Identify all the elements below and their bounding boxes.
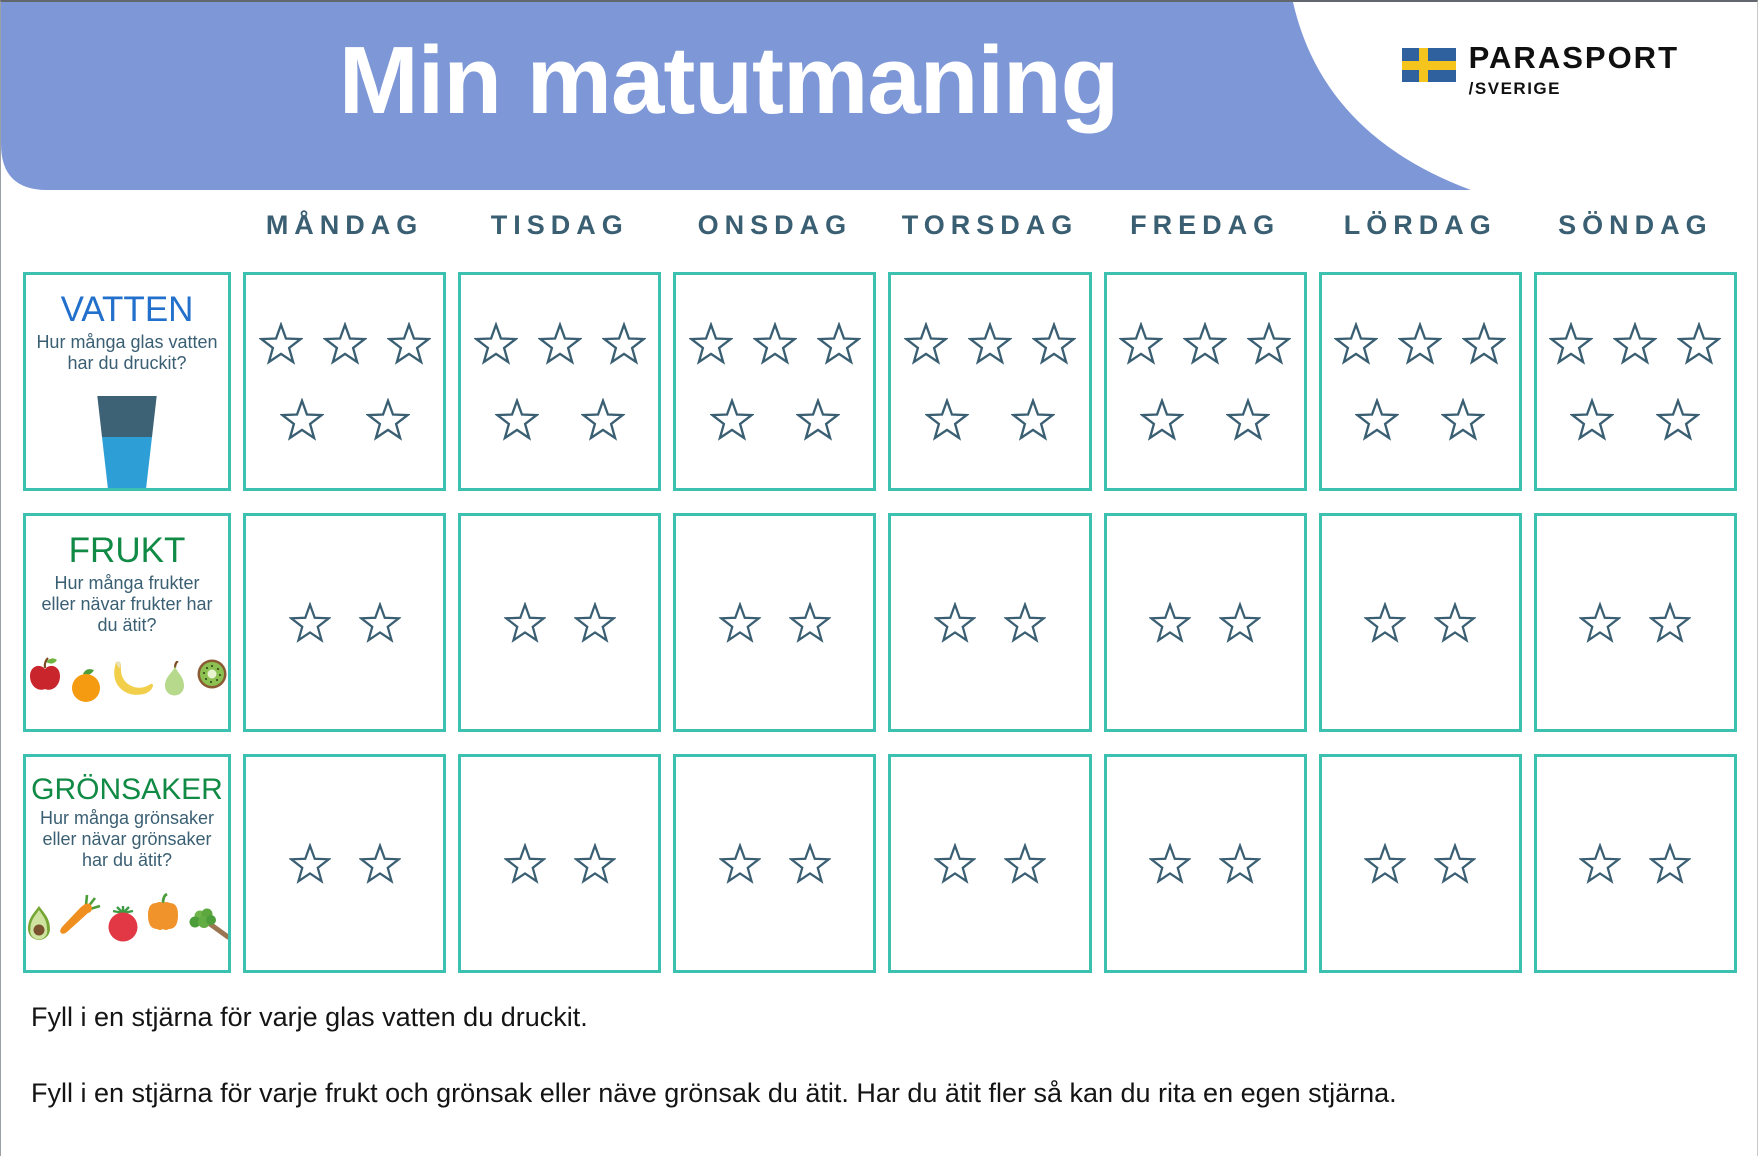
star-icon[interactable]	[1441, 398, 1485, 442]
day-header-mandag: MÅNDAG	[265, 209, 424, 240]
row-title-vatten: VATTEN	[60, 290, 194, 329]
star-icon[interactable]	[1183, 322, 1227, 366]
star-icon[interactable]	[817, 322, 861, 366]
star-icon[interactable]	[1355, 398, 1399, 442]
star-icon[interactable]	[323, 322, 367, 366]
star-icon[interactable]	[387, 322, 431, 366]
star-icon[interactable]	[1613, 322, 1657, 366]
star-cell[interactable]	[458, 513, 661, 732]
star-icon[interactable]	[1649, 602, 1691, 644]
star-icon[interactable]	[1226, 398, 1270, 442]
star-icon[interactable]	[796, 398, 840, 442]
star-row	[710, 398, 840, 442]
star-icon[interactable]	[719, 843, 761, 885]
star-icon[interactable]	[904, 322, 948, 366]
star-icon[interactable]	[1656, 398, 1700, 442]
star-row	[934, 602, 1046, 644]
star-row	[504, 602, 616, 644]
star-icon[interactable]	[538, 322, 582, 366]
star-icon[interactable]	[1247, 322, 1291, 366]
fruit-icons	[25, 655, 229, 703]
star-icon[interactable]	[574, 602, 616, 644]
leafy-greens-icon	[184, 904, 230, 940]
star-icon[interactable]	[719, 602, 761, 644]
glass-of-water-icon	[94, 396, 160, 488]
star-icon[interactable]	[968, 322, 1012, 366]
corner-spacer	[23, 200, 231, 250]
star-cell[interactable]	[1319, 754, 1522, 973]
carrot-icon	[57, 894, 101, 938]
row-label-vatten	[23, 272, 231, 491]
banana-icon	[107, 657, 155, 699]
star-icon[interactable]	[1462, 322, 1506, 366]
star-row	[1579, 602, 1691, 644]
day-header-fredag: FREDAG	[1130, 209, 1281, 240]
footer-instruction-fruit-veg: Fyll i en stjärna för varje frukt och grönsak eller näve grönsak du ätit. Har du ätit fler så kan du rita en egen stjärna.	[31, 1078, 1397, 1108]
star-icon[interactable]	[574, 843, 616, 885]
star-row	[289, 843, 401, 885]
star-row	[1119, 322, 1291, 366]
day-header-lordag: LÖRDAG	[1343, 209, 1497, 240]
star-cell[interactable]	[1319, 272, 1522, 491]
row-question-gronsaker: Hur många grönsaker eller nävar grönsaker har du ätit?	[39, 808, 215, 871]
star-icon[interactable]	[1140, 398, 1184, 442]
row-question-frukt: Hur många frukter eller nävar frukter har du ätit?	[41, 572, 213, 635]
star-icon[interactable]	[495, 398, 539, 442]
star-cell[interactable]	[888, 754, 1091, 973]
star-row	[1579, 843, 1691, 885]
star-icon[interactable]	[934, 602, 976, 644]
star-row	[925, 398, 1055, 442]
week-board	[23, 200, 1737, 973]
star-row	[1570, 398, 1700, 442]
star-icon[interactable]	[753, 322, 797, 366]
star-row	[1149, 843, 1261, 885]
day-header-torsdag: TORSDAG	[901, 209, 1079, 240]
star-icon[interactable]	[1579, 843, 1621, 885]
star-cell[interactable]	[1534, 513, 1737, 732]
star-icon[interactable]	[1004, 602, 1046, 644]
tomato-icon	[104, 906, 142, 942]
star-cell[interactable]	[1104, 513, 1307, 732]
star-icon[interactable]	[280, 398, 324, 442]
star-icon[interactable]	[934, 843, 976, 885]
logo-sub: /SVERIGE	[1468, 78, 1561, 98]
swedish-flag-icon	[1402, 48, 1456, 82]
star-icon[interactable]	[366, 398, 410, 442]
star-icon[interactable]	[689, 322, 733, 366]
star-icon[interactable]	[1149, 602, 1191, 644]
star-cell[interactable]	[458, 754, 661, 973]
day-header-onsdag: ONSDAG	[697, 209, 853, 240]
footer-instruction-water: Fyll i en stjärna för varje glas vatten du druckit.	[31, 1002, 588, 1032]
apple-icon	[25, 655, 65, 695]
row-label-gronsaker	[23, 754, 231, 973]
star-cell[interactable]	[673, 272, 876, 491]
star-icon[interactable]	[359, 843, 401, 885]
avocado-icon	[24, 904, 54, 944]
star-icon[interactable]	[289, 602, 331, 644]
star-cell[interactable]	[1534, 272, 1737, 491]
star-row	[719, 602, 831, 644]
star-icon[interactable]	[474, 322, 518, 366]
star-icon[interactable]	[1219, 602, 1261, 644]
star-icon[interactable]	[1649, 843, 1691, 885]
star-row	[289, 602, 401, 644]
kiwi-icon	[195, 657, 229, 691]
star-row	[280, 398, 410, 442]
star-cell[interactable]	[243, 272, 446, 491]
star-row	[719, 843, 831, 885]
star-row	[1355, 398, 1485, 442]
orange-icon	[68, 665, 104, 703]
star-icon[interactable]	[789, 602, 831, 644]
parasport-logo	[1402, 42, 1679, 99]
star-icon[interactable]	[1219, 843, 1261, 885]
star-icon[interactable]	[289, 843, 331, 885]
day-header-tisdag: TISDAG	[490, 209, 629, 240]
star-cell[interactable]	[673, 754, 876, 973]
star-row	[1549, 322, 1721, 366]
star-row	[1334, 322, 1506, 366]
star-icon[interactable]	[259, 322, 303, 366]
star-icon[interactable]	[581, 398, 625, 442]
star-icon[interactable]	[789, 843, 831, 885]
star-cell[interactable]	[458, 272, 661, 491]
star-icon[interactable]	[1570, 398, 1614, 442]
star-cell[interactable]	[888, 513, 1091, 732]
star-cell[interactable]	[1104, 754, 1307, 973]
star-icon[interactable]	[1032, 322, 1076, 366]
star-row	[1364, 602, 1476, 644]
star-icon[interactable]	[1011, 398, 1055, 442]
row-title-frukt: FRUKT	[68, 531, 186, 570]
star-row	[689, 322, 861, 366]
star-icon[interactable]	[1149, 843, 1191, 885]
star-icon[interactable]	[602, 322, 646, 366]
star-row	[1364, 843, 1476, 885]
star-icon[interactable]	[925, 398, 969, 442]
day-header-sondag: SÖNDAG	[1558, 209, 1713, 240]
row-title-gronsaker: GRÖNSAKER	[31, 773, 223, 806]
star-icon[interactable]	[504, 843, 546, 885]
star-icon[interactable]	[359, 602, 401, 644]
bell-pepper-icon	[145, 892, 181, 934]
star-row	[504, 843, 616, 885]
star-row	[1149, 602, 1261, 644]
pear-icon	[158, 661, 192, 703]
star-icon[interactable]	[1549, 322, 1593, 366]
star-icon[interactable]	[1579, 602, 1621, 644]
star-cell[interactable]	[888, 272, 1091, 491]
star-icon[interactable]	[1119, 322, 1163, 366]
star-row	[259, 322, 431, 366]
star-icon[interactable]	[1434, 602, 1476, 644]
star-cell[interactable]	[1319, 513, 1522, 732]
star-icon[interactable]	[1334, 322, 1378, 366]
star-row	[495, 398, 625, 442]
star-row	[474, 322, 646, 366]
star-icon[interactable]	[1677, 322, 1721, 366]
star-icon[interactable]	[1398, 322, 1442, 366]
star-cell[interactable]	[243, 754, 446, 973]
star-icon[interactable]	[1004, 843, 1046, 885]
row-question-vatten: Hur många glas vatten har du druckit?	[36, 331, 218, 373]
star-icon[interactable]	[1364, 843, 1406, 885]
star-cell[interactable]	[243, 513, 446, 732]
star-icon[interactable]	[1434, 843, 1476, 885]
page-title: Min matutmaning	[338, 27, 1119, 134]
star-row	[904, 322, 1076, 366]
star-row	[934, 843, 1046, 885]
row-label-frukt	[23, 513, 231, 732]
star-icon[interactable]	[504, 602, 546, 644]
vegetable-icons	[24, 892, 230, 944]
logo-brand: PARASPORT	[1468, 40, 1679, 75]
star-icon[interactable]	[710, 398, 754, 442]
star-cell[interactable]	[1534, 754, 1737, 973]
star-cell[interactable]	[673, 513, 876, 732]
star-row	[1140, 398, 1270, 442]
star-icon[interactable]	[1364, 602, 1406, 644]
star-cell[interactable]	[1104, 272, 1307, 491]
